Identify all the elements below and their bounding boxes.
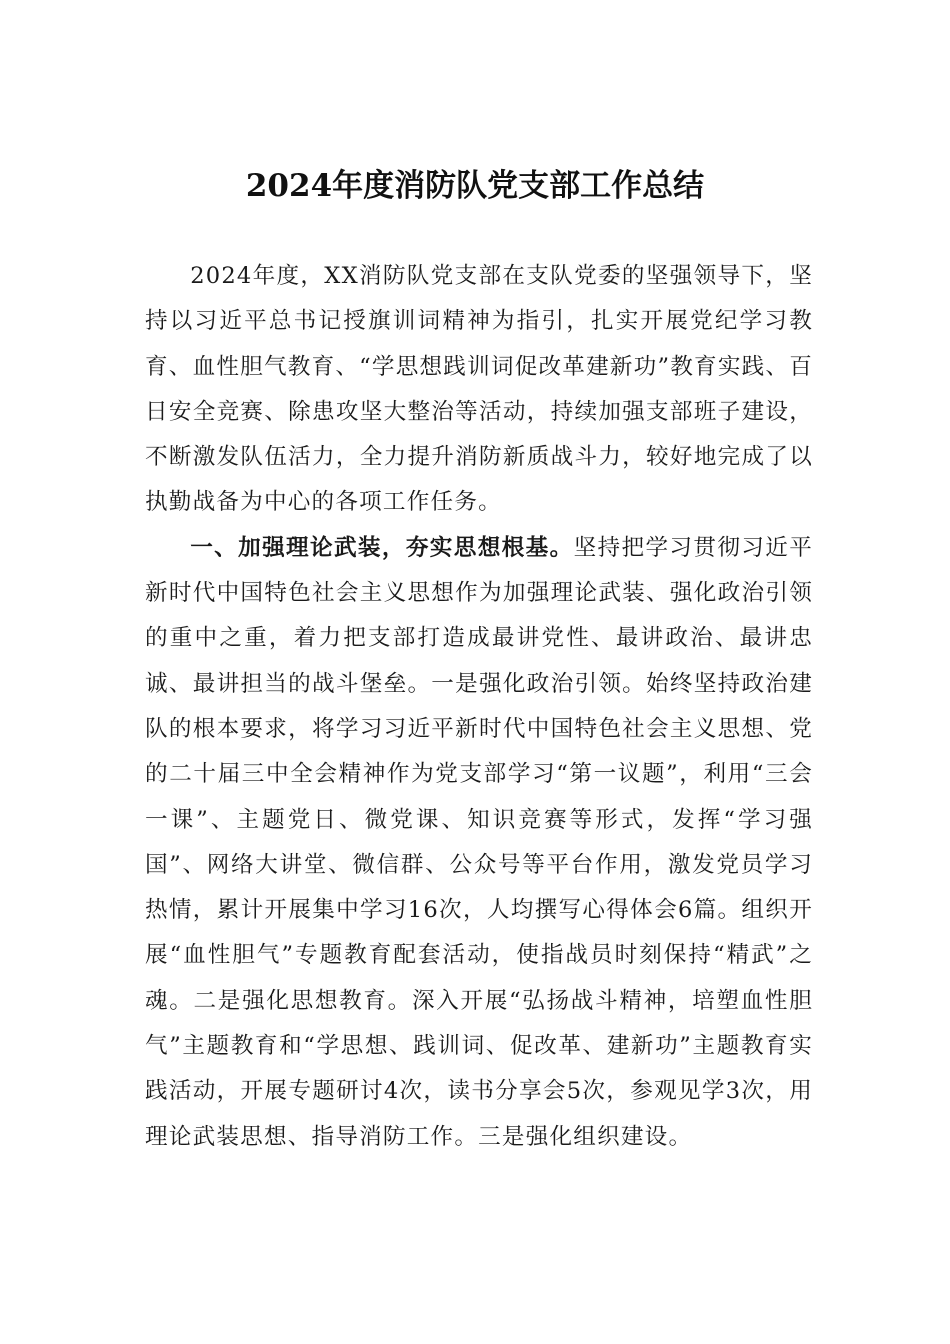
document-body [145,254,813,1160]
section-one-paragraph [145,526,813,1160]
intro-paragraph [145,254,813,526]
section-one-heading: 一、加强理论武装，夯实思想根基。 [190,534,574,561]
document-title: 2024年度消防队党支部工作总结 [245,168,705,204]
section-one-text: 坚持把学习贯彻习近平新时代中国特色社会主义思想作为加强理论武装、强化政治引领的重中之重，着力把支部打造成最讲党性、最讲政治、最讲忠诚、最讲担当的战斗堡垒。一是强化政治引领。始终坚持政治建队的根本要求，将学习习近平新时代中国特色社会主义思想、党的二十届三中全会精神作为党支部学习“第一议题”，利用“三会一课”、主题党日、微党课、知识竞赛等形式，发挥“学习强国”、网络大讲堂、微信群、公众号等平台作用，激发党员学习热情，累计开展集中学习16次，人均撰写心得体会6篇。组织开展“血性胆气”专题教育配套活动，使指战员时刻保持“精武”之魂。二是强化思想教育。深入开展“弘扬战斗精神，培塑血性胆气”主题教育和“学思想、践训词、促改革、建新功”主题教育实践活动，开展专题研讨4次，读书分享会5次，参观见学3次，用理论武装思想、指导消防工作。三是强化组织建设。 [145,534,814,1150]
intro-paragraph-text: 2024年度，XX消防队党支部在支队党委的坚强领导下，坚持以习近平总书记授旗训词精神为指引，扎实开展党纪学习教育、血性胆气教育、“学思想践训词促改革建新功”教育实践、百日安全竞赛、除患攻坚大整治等活动，持续加强支部班子建设，不断激发队伍活力，全力提升消防新质战斗力，较好地完成了以执勤战备为中心的各项工作任务。 [145,263,813,516]
